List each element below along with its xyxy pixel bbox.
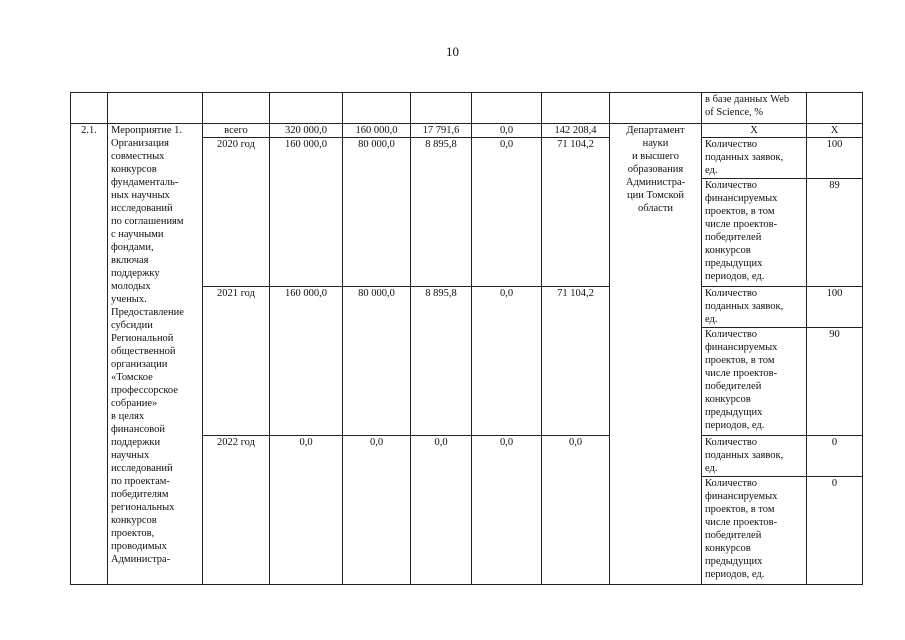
cell-empty [411, 93, 472, 124]
value-cell: 142 208,4 [542, 124, 610, 138]
value-cell: 0,0 [472, 138, 542, 287]
cell-empty [472, 93, 542, 124]
indicator-value: 90 [807, 328, 863, 436]
value-cell: 80 000,0 [343, 138, 411, 287]
value-cell: 160 000,0 [270, 287, 343, 436]
indicator-value: 89 [807, 179, 863, 287]
cell-empty [203, 93, 270, 124]
value-cell: 8 895,8 [411, 138, 472, 287]
cell-empty [108, 93, 203, 124]
value-cell: 320 000,0 [270, 124, 343, 138]
cell-empty [343, 93, 411, 124]
period-cell: 2020 год [203, 138, 270, 287]
indicator-name: Количество поданных заявок, ед. [702, 287, 807, 328]
page-number: 10 [446, 44, 459, 59]
value-cell: 160 000,0 [270, 138, 343, 287]
event-name: Мероприятие 1. Организация совместных конкурсов фундаменталь- ных научных исследований по соглашениям с научными фондами, включая поддержку молодых ученых. Предоставление субсидии Региональной общественной организации «Томское профессорское собрание» в целях финансовой поддержки научных исследований по проектам- победителям региональных конкурсов проектов, проводимых Администра- [108, 124, 203, 585]
period-cell: 2021 год [203, 287, 270, 436]
cell-empty [270, 93, 343, 124]
indicator-value: 100 [807, 287, 863, 328]
row-number: 2.1. [71, 124, 108, 585]
indicator-value: X [807, 124, 863, 138]
continuation-row [71, 93, 863, 124]
indicator-name: Количество поданных заявок, ед. [702, 436, 807, 477]
period-cell: 2022 год [203, 436, 270, 585]
value-cell: 0,0 [343, 436, 411, 585]
indicator-name: Количество финансируемых проектов, в том числе проектов- победителей конкурсов предыдущих периодов, ед. [702, 477, 807, 585]
executor: Департамент науки и высшего образования Администра- ции Томской области [610, 124, 702, 585]
value-cell: 0,0 [411, 436, 472, 585]
cell-empty [542, 93, 610, 124]
indicator-continuation: в базе данных Web of Science, % [702, 93, 807, 124]
indicator-name: Количество поданных заявок, ед. [702, 138, 807, 179]
value-cell: 71 104,2 [542, 138, 610, 287]
indicator-name: X [702, 124, 807, 138]
value-cell: 0,0 [472, 436, 542, 585]
value-cell: 8 895,8 [411, 287, 472, 436]
indicator-value: 100 [807, 138, 863, 179]
value-cell: 160 000,0 [343, 124, 411, 138]
indicator-value: 0 [807, 477, 863, 585]
indicator-name: Количество финансируемых проектов, в том числе проектов- победителей конкурсов предыдущих периодов, ед. [702, 328, 807, 436]
value-cell: 71 104,2 [542, 287, 610, 436]
value-cell: 0,0 [472, 124, 542, 138]
indicator-value: 0 [807, 436, 863, 477]
program-table [70, 92, 863, 585]
indicator-name: Количество финансируемых проектов, в том числе проектов- победителей конкурсов предыдущих периодов, ед. [702, 179, 807, 287]
value-cell: 0,0 [472, 287, 542, 436]
value-cell: 80 000,0 [343, 287, 411, 436]
value-cell: 0,0 [270, 436, 343, 585]
value-cell: 0,0 [542, 436, 610, 585]
total-row [71, 124, 863, 138]
value-cell: 17 791,6 [411, 124, 472, 138]
cell-empty [807, 93, 863, 124]
cell-empty [610, 93, 702, 124]
period-cell: всего [203, 124, 270, 138]
cell-empty [71, 93, 108, 124]
